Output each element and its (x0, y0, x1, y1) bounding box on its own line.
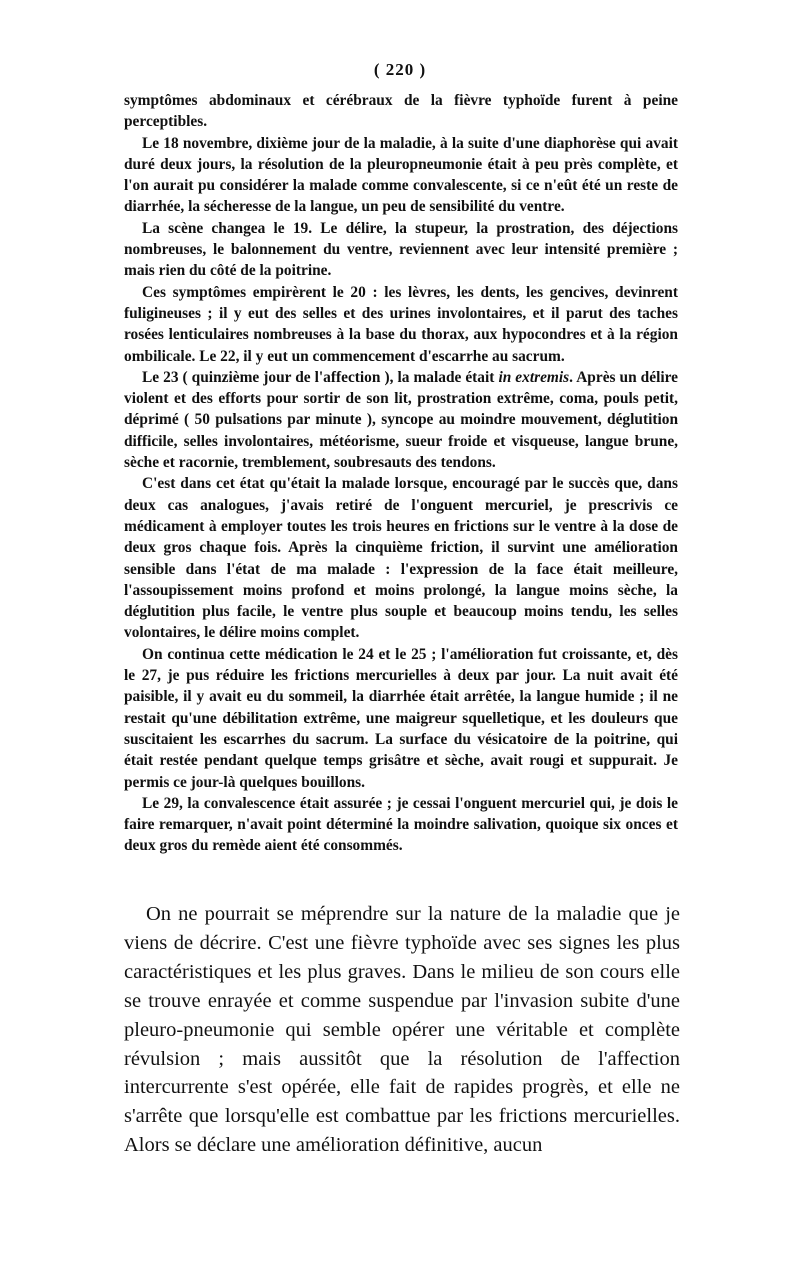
paragraph: Le 18 novembre, dixième jour de la maladie, à la suite d'une diaphorèse qui avait duré deux jours, la résolution de la pleuropneumonie était à peu près complète, et l'on aurait pu considérer la malade comme convalescente, si ce n'eût été un reste de diarrhée, la sécheresse de la langue, un peu de sensibilité du ventre. (124, 134, 678, 216)
paragraph: C'est dans cet état qu'était la malade lorsque, encouragé par le succès que, dans deux cas analogues, j'avais retiré de l'onguent mercuriel, je prescrivis ce médicament à employer toutes les trois heures en frictions sur le ventre à la dose de deux gros chaque fois. Après la cinquième friction, il survint une amélioration sensible dans l'état de ma malade : l'expression de la face était meilleure, l'assoupissement moins profond et moins prolongé, la langue moins sèche, la déglutition plus facile, le ventre plus souple et beaucoup moins tendu, les selles volontaires, le délire moins complet. (124, 475, 678, 642)
paragraph-continuation: symptômes abdominaux et cérébraux de la fièvre typhoïde furent à peine perceptibles. (124, 92, 678, 131)
paragraph-large: On ne pourrait se méprendre sur la nature de la maladie que je viens de décrire. C'est une fièvre typhoïde avec ses signes les plus caractéristiques et les plus graves. Dans le milieu de son cours elle se trouve enrayée et comme suspendue par l'invasion subite d'une pleuro-pneumonie qui semble opérer une véritable et complète révulsion ; mais aussitôt que la résolution de l'affection intercurrente s'est opérée, elle fait de rapides progrès, et elle ne s'arrête que lorsqu'elle est combattue par les frictions mercurielles. Alors se déclare une amélioration définitive, aucun (124, 903, 680, 1157)
italic-phrase: in extremis (498, 368, 570, 386)
paragraph: Le 29, la convalescence était assurée ; je cessai l'onguent mercuriel qui, je dois le faire remarquer, n'avait point déterminé la moindre salivation, quoique six onces et deux gros du remède aient été consommés. (124, 794, 678, 855)
paragraph-extremis (124, 367, 678, 473)
paragraph-text: Le 23 ( quinzième jour de l'affection ), la malade était (142, 368, 499, 386)
paragraph-text: . Après un délire violent et des efforts pour sortir de son lit, prostration extrême, coma, pouls petit, déprimé ( 50 pulsations par minute ), syncope au moindre mouvement, déglutition difficile, selles involontaires, météorisme, sueur froide et visqueuse, langue brune, sèche et racornie, tremblement, soubresauts des tendons. (124, 368, 679, 472)
body-text-small (124, 90, 678, 857)
paragraph: Ces symptômes empirèrent le 20 : les lèvres, les dents, les gencives, devinrent fuligineuses ; il y eut des selles et des urines involontaires, et il parut des taches rosées lenticulaires nombreuses à la base du thorax, aux hypocondres et à la région ombilicale. Le 22, il y eut un commencement d'escarrhe au sacrum. (124, 283, 678, 365)
paragraph: On continua cette médication le 24 et le 25 ; l'amélioration fut croissante, et, dès le 27, je pus réduire les frictions mercurielles à deux par jour. La nuit avait été paisible, il y avait eu du sommeil, la diarrhée était arrêtée, la langue humide ; il ne restait qu'une débilitation extrême, une maigreur squelletique, et les douleurs que suscitaient les escarrhes du sacrum. La surface du vésicatoire de la poitrine, qui était restée pendant quelque temps grisâtre et sèche, avait rougi et suppurait. Je permis ce jour-là quelques bouillons. (124, 645, 678, 791)
body-text-large (124, 900, 680, 1160)
paragraph: La scène changea le 19. Le délire, la stupeur, la prostration, des déjections nombreuses, le balonnement du ventre, reviennent avec leur intensité première ; mais rien du côté de la poitrine. (124, 219, 678, 280)
page-number: ( 220 ) (373, 60, 427, 79)
